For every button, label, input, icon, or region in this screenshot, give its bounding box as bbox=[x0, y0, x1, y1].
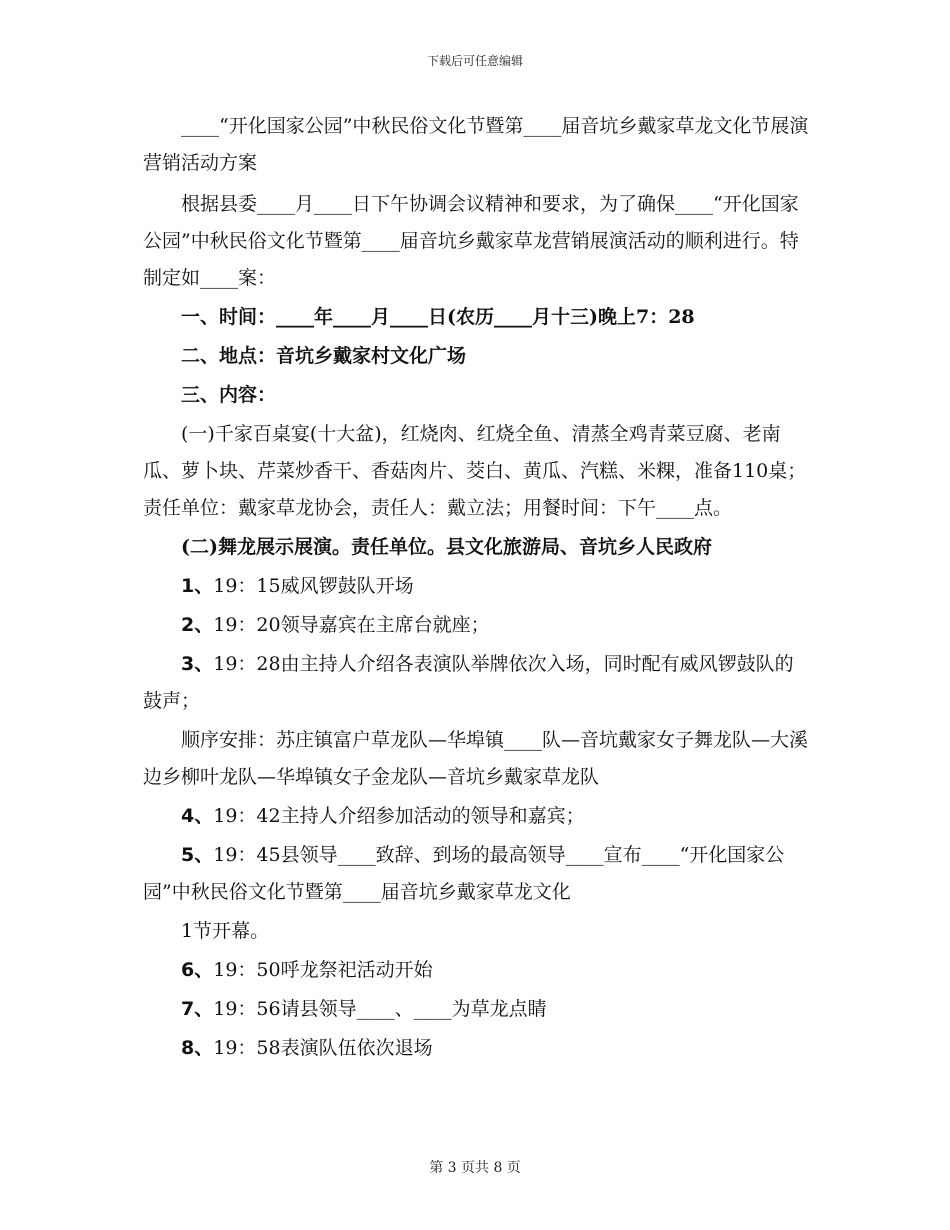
step-text: 19：28由主持人介绍各表演队举牌依次入场，同时配有威风锣鼓队的鼓声； bbox=[143, 653, 794, 712]
item-banquet: (一)千家百桌宴(十大盆)，红烧肉、红烧全鱼、清蒸全鸡青菜豆腐、老南瓜、萝卜块、芹菜炒香干、香菇肉片、茭白、黄瓜、汽糕、米粿，准备110桌；责任单位：戴家草龙协会，责任人：戴立法；用餐时间：下午____点。 bbox=[143, 423, 807, 519]
document-title: ____“开化国家公园”中秋民俗文化节暨第____届音坑乡戴家草龙文化节展演营销活动方案 bbox=[143, 115, 809, 174]
page-header: 下载后可任意编辑 bbox=[426, 54, 523, 68]
schedule-step-5 bbox=[143, 837, 811, 911]
schedule-step-5-continued: 1节开幕。 bbox=[181, 920, 270, 942]
step-text: 19：45县领导____致辞、到场的最高领导____宣布____“开化国家公园”中秋民俗文化节暨第____届音坑乡戴家草龙文化 bbox=[143, 844, 785, 903]
schedule-step-4 bbox=[143, 798, 811, 835]
schedule-step-6 bbox=[143, 952, 811, 989]
step-number: 5、 bbox=[181, 844, 214, 866]
page-footer: 第 3 页共 8 页 bbox=[429, 1160, 521, 1176]
order-arrangement: 顺序安排：苏庄镇富户草龙队—华埠镇____队—音坑戴家女子舞龙队—大溪边乡柳叶龙队—华埠镇女子金龙队—音坑乡戴家草龙队 bbox=[143, 729, 809, 788]
intro-paragraph: 根据县委____月____日下午协调会议精神和要求，为了确保____“开化国家公园”中秋民俗文化节暨第____届音坑乡戴家草龙营销展演活动的顺利进行。特制定如____案： bbox=[143, 193, 799, 289]
step-number: 4、 bbox=[181, 805, 214, 827]
step-text: 19：42主持人介绍参加活动的领导和嘉宾； bbox=[213, 805, 585, 827]
section-time: 一、时间：____年____月____日(农历____月十三)晚上7：28 bbox=[181, 306, 695, 328]
step-number: 3、 bbox=[181, 653, 214, 675]
step-text: 19：56请县领导____、____为草龙点睛 bbox=[213, 998, 547, 1020]
step-number: 6、 bbox=[181, 959, 214, 981]
step-text: 19：58表演队伍依次退场 bbox=[213, 1037, 433, 1059]
schedule-step-8 bbox=[143, 1030, 811, 1067]
section-location: 二、地点：音坑乡戴家村文化广场 bbox=[181, 345, 467, 367]
step-text: 19：15威风锣鼓队开场 bbox=[213, 575, 414, 597]
step-number: 8、 bbox=[181, 1037, 214, 1059]
section-content: 三、内容： bbox=[181, 384, 277, 406]
step-number: 2、 bbox=[181, 614, 214, 636]
step-number: 7、 bbox=[181, 998, 214, 1020]
step-text: 19：50呼龙祭祀活动开始 bbox=[213, 959, 433, 981]
schedule-step-3 bbox=[143, 646, 811, 720]
item-dragon-show: (二)舞龙展示展演。责任单位。县文化旅游局、音坑乡人民政府 bbox=[181, 536, 712, 558]
schedule-step-1 bbox=[143, 568, 811, 605]
document-body bbox=[143, 108, 811, 1067]
step-number: 1、 bbox=[181, 575, 214, 597]
step-text: 19：20领导嘉宾在主席台就座； bbox=[213, 614, 490, 636]
schedule-step-7 bbox=[143, 991, 811, 1028]
schedule-step-2 bbox=[143, 607, 811, 644]
